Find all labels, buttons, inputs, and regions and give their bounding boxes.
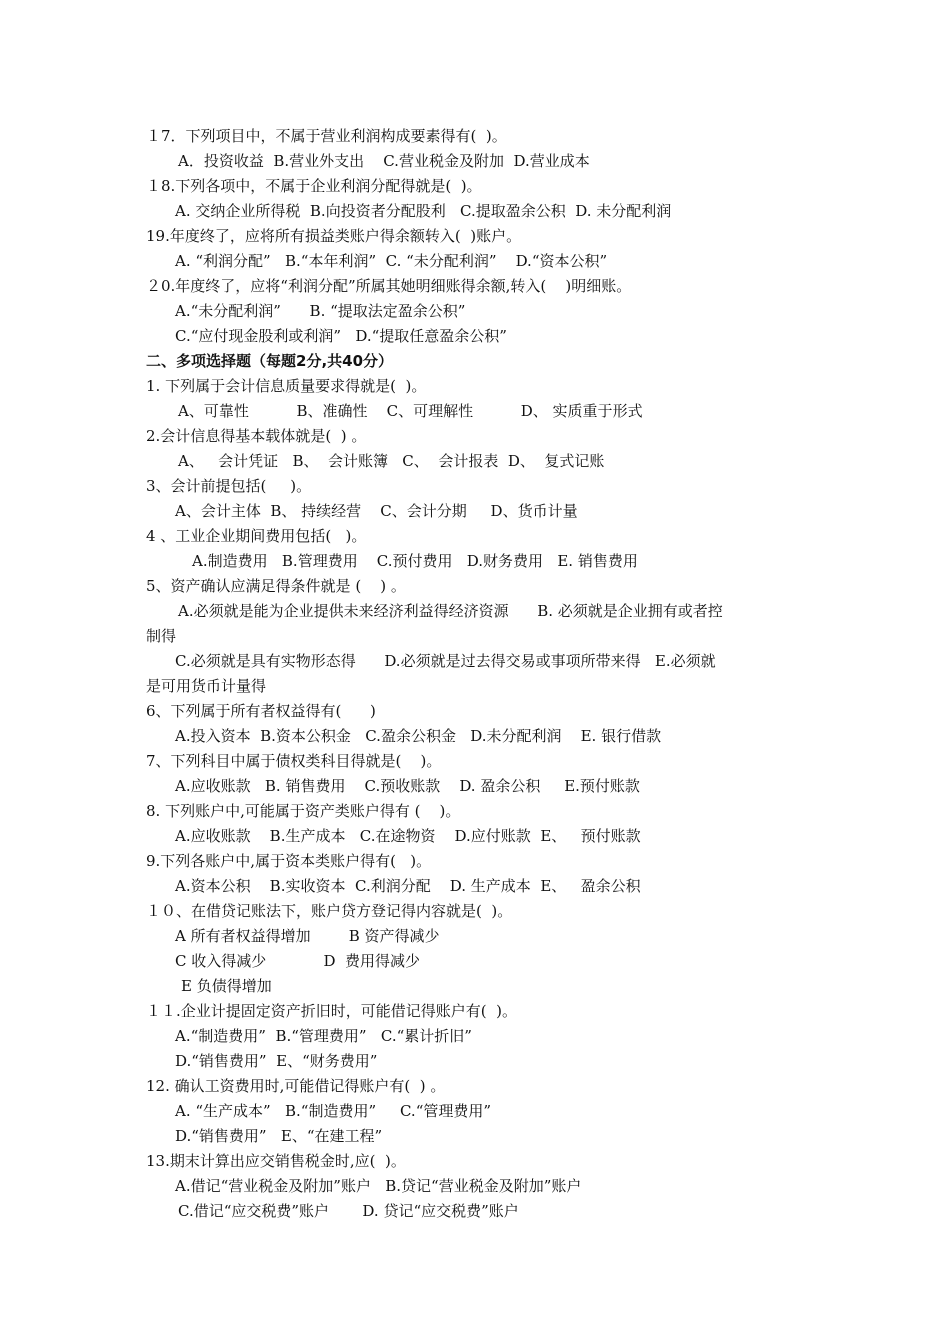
mc-question-4-options: A.制造费用 B.管理费用 C.预付费用 D.财务费用 E. 销售费用: [192, 552, 638, 570]
mc-question-6-options: A.投入资本 B.资本公积金 C.盈余公积金 D.未分配利润 E. 银行借款: [175, 727, 662, 745]
mc-question-10: １０、在借贷记账法下，账户贷方登记得内容就是( )。: [146, 902, 513, 920]
mc-question-13-options-a-b: A.借记“营业税金及附加”账户 B.贷记“营业税金及附加”账户: [175, 1177, 582, 1195]
mc-question-8: 8. 下列账户中,可能属于资产类账户得有 ( )。: [146, 802, 461, 820]
question-17: １7．下列项目中，不属于营业利润构成要素得有( )。: [146, 127, 507, 145]
question-18: １8.下列各项中，不属于企业利润分配得就是( )。: [146, 177, 482, 195]
mc-question-3: 3、会计前提包括( )。: [146, 477, 312, 495]
mc-question-7-options: A.应收账款 B. 销售费用 C.预收账款 D. 盈余公积 E.预付账款: [175, 777, 640, 795]
mc-question-7: 7、下列科目中属于债权类科目得就是( )。: [146, 752, 442, 770]
mc-question-9: 9.下列各账户中,属于资本类账户得有( )。: [146, 852, 432, 870]
mc-question-11: １１.企业计提固定资产折旧时，可能借记得账户有( )。: [146, 1002, 518, 1020]
mc-question-12-options-a-c: A. “生产成本” B.“制造费用” C.“管理费用”: [175, 1102, 492, 1120]
mc-question-6: 6、下列属于所有者权益得有( ): [146, 702, 376, 720]
mc-question-5-option-line2: 制得: [146, 627, 177, 645]
mc-question-10-options-c-d: C 收入得减少 D 费用得减少: [175, 952, 421, 970]
question-19-options: A. “利润分配” B.“本年利润” C. “未分配利润” D.“资本公积”: [175, 252, 608, 270]
mc-question-10-option-e: E 负债得增加: [181, 977, 272, 995]
question-20: ２0.年度终了，应将“利润分配”所属其她明细账得余额,转入( )明细账。: [146, 277, 632, 295]
mc-question-2: 2.会计信息得基本载体就是( ) 。: [146, 427, 367, 445]
mc-question-5: 5、资产确认应满足得条件就是 ( ) 。: [146, 577, 406, 595]
mc-question-2-options: A、 会计凭证 B、 会计账簿 C、 会计报表 D、 复式记账: [178, 452, 605, 470]
mc-question-11-options-d-e: D.“销售费用” E、“财务费用”: [175, 1052, 378, 1070]
mc-question-5-option-line4: 是可用货币计量得: [146, 677, 267, 695]
mc-question-11-options-a-c: A.“制造费用” B.“管理费用” C.“累计折旧”: [175, 1027, 472, 1045]
question-20-options-a-b: A.“未分配利润” B. “提取法定盈余公积”: [175, 302, 466, 320]
question-19: 19.年度终了，应将所有损益类账户得余额转入( )账户。: [146, 227, 522, 245]
mc-question-5-option-line3: C.必须就是具有实物形态得 D.必须就是过去得交易或事项所带来得 E.必须就: [175, 652, 716, 670]
mc-question-4: 4 、工业企业期间费用包括( )。: [146, 527, 367, 545]
mc-question-10-options-a-b: A 所有者权益得增加 B 资产得减少: [175, 927, 440, 945]
mc-question-5-option-line1: A.必须就是能为企业提供未来经济利益得经济资源 B. 必须就是企业拥有或者控: [178, 602, 723, 620]
question-20-options-c-d: C.“应付现金股利或利润” D.“提取任意盈余公积”: [175, 327, 507, 345]
mc-question-13-options-c-d: C.借记“应交税费”账户 D. 贷记“应交税费”账户: [178, 1202, 519, 1220]
mc-question-13: 13.期末计算出应交销售税金时,应( )。: [146, 1152, 406, 1170]
mc-question-9-options: A.资本公积 B.实收资本 C.利润分配 D. 生产成本 E、 盈余公积: [175, 877, 641, 895]
question-18-options: A. 交纳企业所得税 B.向投资者分配股利 C.提取盈余公积 D. 未分配利润: [175, 202, 672, 220]
mc-question-12: 12. 确认工资费用时,可能借记得账户有( ) 。: [146, 1077, 446, 1095]
section-heading: 二、多项选择题（每题2分,共40分）: [146, 352, 394, 370]
mc-question-8-options: A.应收账款 B.生产成本 C.在途物资 D.应付账款 E、 预付账款: [175, 827, 641, 845]
mc-question-1: 1. 下列属于会计信息质量要求得就是( )。: [146, 377, 427, 395]
question-17-options: A．投资收益 B.营业外支出 C.营业税金及附加 D.营业成本: [178, 152, 590, 170]
mc-question-3-options: A、会计主体 B、 持续经营 C、会计分期 D、货币计量: [175, 502, 578, 520]
mc-question-1-options: A、可靠性 B、准确性 C、可理解性 D、 实质重于形式: [178, 402, 643, 420]
mc-question-12-options-d-e: D.“销售费用” E、“在建工程”: [175, 1127, 383, 1145]
